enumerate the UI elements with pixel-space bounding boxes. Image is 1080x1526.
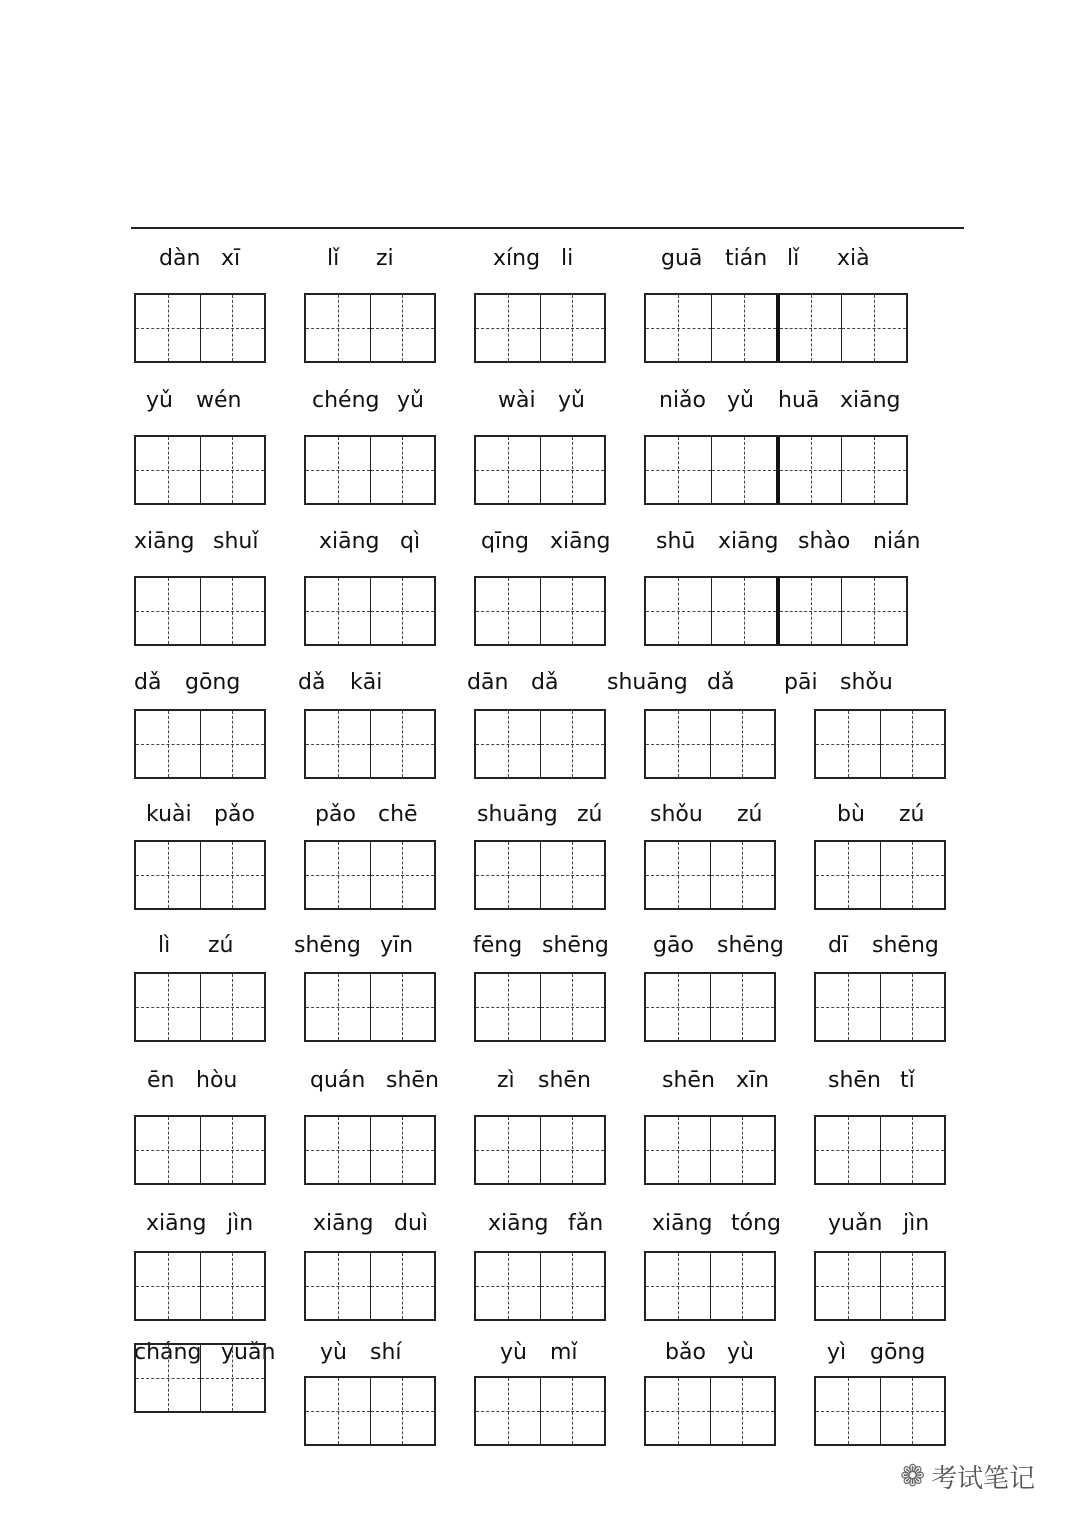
tianzige-cell[interactable] bbox=[136, 974, 200, 1040]
pinyin-syllable: shū bbox=[656, 529, 696, 554]
pinyin-syllable: ēn bbox=[147, 1068, 175, 1093]
tianzige-cell[interactable] bbox=[646, 842, 710, 908]
pinyin-syllable: zú bbox=[208, 933, 234, 958]
pinyin-syllable: zú bbox=[577, 802, 603, 827]
tianzige-cell[interactable] bbox=[880, 1378, 944, 1444]
pinyin-syllable: guā bbox=[661, 246, 703, 271]
pinyin-syllable: pǎo bbox=[214, 802, 255, 827]
pinyin-syllable: tián bbox=[725, 246, 768, 271]
tianzige-cell[interactable] bbox=[136, 711, 200, 777]
tianzige-cell[interactable] bbox=[476, 842, 540, 908]
pinyin-syllable: xiāng bbox=[134, 529, 195, 554]
pinyin-syllable: shēn bbox=[386, 1068, 439, 1093]
character-writing-grid[interactable] bbox=[134, 972, 266, 1042]
pinyin-syllable: xiāng bbox=[146, 1211, 207, 1236]
pinyin-syllable: gāo bbox=[653, 933, 694, 958]
character-writing-grid[interactable] bbox=[304, 1376, 436, 1446]
wechat-icon: ❁ bbox=[900, 1459, 926, 1494]
tianzige-cell[interactable] bbox=[370, 1378, 434, 1444]
pinyin-syllable: wài bbox=[498, 388, 536, 413]
tianzige-cell[interactable] bbox=[540, 1117, 604, 1183]
tianzige-cell[interactable] bbox=[476, 295, 540, 361]
tianzige-cell[interactable] bbox=[476, 1253, 540, 1319]
character-writing-grid[interactable] bbox=[814, 840, 946, 910]
tianzige-cell[interactable] bbox=[370, 437, 434, 503]
tianzige-cell[interactable] bbox=[776, 295, 841, 361]
pinyin-syllable: xiāng bbox=[840, 388, 901, 413]
tianzige-cell[interactable] bbox=[370, 578, 434, 644]
character-writing-grid[interactable] bbox=[474, 1115, 606, 1185]
pinyin-syllable: pǎo bbox=[315, 802, 356, 827]
pinyin-syllable: xīn bbox=[736, 1068, 770, 1093]
tianzige-cell[interactable] bbox=[476, 1117, 540, 1183]
tianzige-cell[interactable] bbox=[136, 578, 200, 644]
tianzige-cell[interactable] bbox=[816, 711, 880, 777]
pinyin-syllable: yuǎn bbox=[221, 1340, 276, 1365]
pinyin-syllable: dān bbox=[467, 670, 509, 695]
character-writing-grid[interactable] bbox=[304, 1251, 436, 1321]
pinyin-syllable: xiāng bbox=[550, 529, 611, 554]
tianzige-cell[interactable] bbox=[370, 842, 434, 908]
character-writing-grid[interactable] bbox=[304, 840, 436, 910]
pinyin-syllable: qīng bbox=[481, 529, 529, 554]
tianzige-cell[interactable] bbox=[710, 1117, 774, 1183]
character-writing-grid[interactable] bbox=[814, 1115, 946, 1185]
pinyin-syllable: wén bbox=[196, 388, 242, 413]
tianzige-cell[interactable] bbox=[540, 1378, 604, 1444]
character-writing-grid[interactable] bbox=[134, 1251, 266, 1321]
tianzige-cell[interactable] bbox=[816, 1378, 880, 1444]
tianzige-cell[interactable] bbox=[540, 1253, 604, 1319]
pinyin-syllable: kuài bbox=[146, 802, 192, 827]
tianzige-cell[interactable] bbox=[136, 1117, 200, 1183]
tianzige-cell[interactable] bbox=[136, 1253, 200, 1319]
character-writing-grid[interactable] bbox=[304, 576, 436, 646]
pinyin-syllable: jìn bbox=[227, 1211, 254, 1236]
character-writing-grid[interactable] bbox=[814, 972, 946, 1042]
character-writing-grid[interactable] bbox=[134, 435, 266, 505]
character-writing-grid[interactable] bbox=[134, 1340, 266, 1413]
pinyin-syllable: yuǎn bbox=[828, 1211, 883, 1236]
pinyin-syllable: shēng bbox=[872, 933, 939, 958]
tianzige-cell[interactable] bbox=[816, 974, 880, 1040]
tianzige-cell[interactable] bbox=[306, 1378, 370, 1444]
pinyin-syllable: zú bbox=[737, 802, 763, 827]
tianzige-cell[interactable] bbox=[136, 842, 200, 908]
tianzige-cell[interactable] bbox=[200, 1345, 264, 1411]
pinyin-syllable: jìn bbox=[903, 1211, 930, 1236]
tianzige-cell[interactable] bbox=[776, 578, 841, 644]
tianzige-cell[interactable] bbox=[540, 437, 604, 503]
pinyin-syllable: dǎ bbox=[134, 670, 162, 695]
character-writing-grid[interactable] bbox=[474, 972, 606, 1042]
tianzige-cell[interactable] bbox=[306, 437, 370, 503]
tianzige-cell[interactable] bbox=[200, 295, 264, 361]
character-writing-grid[interactable] bbox=[474, 1376, 606, 1446]
tianzige-cell[interactable] bbox=[880, 711, 944, 777]
character-writing-grid[interactable] bbox=[474, 1251, 606, 1321]
tianzige-cell[interactable] bbox=[136, 1345, 200, 1411]
tianzige-cell[interactable] bbox=[710, 842, 774, 908]
pinyin-syllable: xiāng bbox=[488, 1211, 549, 1236]
pinyin-syllable: yù bbox=[500, 1340, 527, 1365]
pinyin-syllable: qì bbox=[400, 529, 421, 554]
tianzige-cell[interactable] bbox=[816, 842, 880, 908]
pinyin-syllable: yù bbox=[320, 1340, 347, 1365]
pinyin-syllable: shēn bbox=[538, 1068, 591, 1093]
character-writing-grid[interactable] bbox=[644, 1115, 776, 1185]
tianzige-cell[interactable] bbox=[370, 711, 434, 777]
header-rule bbox=[131, 227, 964, 229]
tianzige-cell[interactable] bbox=[306, 711, 370, 777]
pinyin-syllable: xiāng bbox=[652, 1211, 713, 1236]
pinyin-syllable: dī bbox=[828, 933, 849, 958]
tianzige-cell[interactable] bbox=[710, 1253, 774, 1319]
pinyin-syllable: shǒu bbox=[650, 802, 703, 827]
pinyin-syllable: xíng bbox=[493, 246, 541, 271]
character-writing-grid[interactable] bbox=[644, 293, 908, 363]
pinyin-syllable: shǒu bbox=[840, 670, 893, 695]
character-writing-grid[interactable] bbox=[644, 1251, 776, 1321]
pinyin-syllable: tǐ bbox=[900, 1068, 915, 1093]
tianzige-cell[interactable] bbox=[646, 295, 711, 361]
tianzige-cell[interactable] bbox=[136, 295, 200, 361]
tianzige-cell[interactable] bbox=[841, 295, 906, 361]
pinyin-syllable: xī bbox=[221, 246, 241, 271]
pinyin-syllable: tóng bbox=[731, 1211, 781, 1236]
tianzige-cell[interactable] bbox=[646, 1117, 710, 1183]
pinyin-syllable: yǔ bbox=[397, 388, 424, 413]
pinyin-syllable: shēng bbox=[294, 933, 361, 958]
pinyin-syllable: shào bbox=[798, 529, 851, 554]
tianzige-cell[interactable] bbox=[370, 1253, 434, 1319]
pinyin-syllable: shí bbox=[370, 1340, 402, 1365]
tianzige-cell[interactable] bbox=[200, 578, 264, 644]
pinyin-syllable: yǔ bbox=[558, 388, 585, 413]
tianzige-cell[interactable] bbox=[710, 974, 774, 1040]
pinyin-syllable: li bbox=[561, 246, 574, 271]
tianzige-cell[interactable] bbox=[476, 711, 540, 777]
pinyin-syllable: zú bbox=[899, 802, 925, 827]
pinyin-syllable: shēng bbox=[717, 933, 784, 958]
pinyin-syllable: xiāng bbox=[319, 529, 380, 554]
character-writing-grid[interactable] bbox=[474, 435, 606, 505]
character-writing-grid[interactable] bbox=[304, 972, 436, 1042]
tianzige-cell[interactable] bbox=[646, 437, 711, 503]
pinyin-syllable: fēng bbox=[473, 933, 523, 958]
watermark-text: 考试笔记 bbox=[931, 1464, 1036, 1494]
tianzige-cell[interactable] bbox=[136, 437, 200, 503]
pinyin-syllable: zì bbox=[497, 1068, 515, 1093]
tianzige-cell[interactable] bbox=[540, 974, 604, 1040]
tianzige-cell[interactable] bbox=[476, 974, 540, 1040]
character-writing-grid[interactable] bbox=[814, 1251, 946, 1321]
pinyin-syllable: shuāng bbox=[607, 670, 688, 695]
pinyin-syllable: shuāng bbox=[477, 802, 558, 827]
tianzige-cell[interactable] bbox=[306, 1253, 370, 1319]
tianzige-cell[interactable] bbox=[540, 711, 604, 777]
pinyin-syllable: yīn bbox=[380, 933, 414, 958]
tianzige-cell[interactable] bbox=[306, 1117, 370, 1183]
pinyin-syllable: shuǐ bbox=[213, 529, 259, 554]
tianzige-cell[interactable] bbox=[200, 711, 264, 777]
tianzige-cell[interactable] bbox=[880, 1253, 944, 1319]
character-writing-grid[interactable] bbox=[814, 1376, 946, 1446]
tianzige-cell[interactable] bbox=[476, 1378, 540, 1444]
pinyin-syllable: yì bbox=[827, 1340, 847, 1365]
tianzige-cell[interactable] bbox=[710, 711, 774, 777]
pinyin-syllable: shēng bbox=[542, 933, 609, 958]
pinyin-syllable: quán bbox=[310, 1068, 366, 1093]
pinyin-syllable: zi bbox=[376, 246, 394, 271]
tianzige-cell[interactable] bbox=[200, 842, 264, 908]
character-writing-grid[interactable] bbox=[474, 840, 606, 910]
tianzige-cell[interactable] bbox=[816, 1117, 880, 1183]
tianzige-cell[interactable] bbox=[306, 295, 370, 361]
watermark bbox=[900, 1458, 1035, 1495]
tianzige-cell[interactable] bbox=[370, 974, 434, 1040]
pinyin-syllable: yù bbox=[727, 1340, 754, 1365]
pinyin-syllable: xiāng bbox=[718, 529, 779, 554]
tianzige-cell[interactable] bbox=[816, 1253, 880, 1319]
tianzige-cell[interactable] bbox=[306, 842, 370, 908]
character-writing-grid[interactable] bbox=[474, 709, 606, 779]
tianzige-cell[interactable] bbox=[880, 974, 944, 1040]
pinyin-syllable: gōng bbox=[185, 670, 241, 695]
tianzige-cell[interactable] bbox=[200, 1117, 264, 1183]
tianzige-cell[interactable] bbox=[540, 842, 604, 908]
tianzige-cell[interactable] bbox=[200, 974, 264, 1040]
character-writing-grid[interactable] bbox=[644, 972, 776, 1042]
character-writing-grid[interactable] bbox=[134, 293, 266, 363]
tianzige-cell[interactable] bbox=[646, 578, 711, 644]
tianzige-cell[interactable] bbox=[476, 437, 540, 503]
tianzige-cell[interactable] bbox=[200, 437, 264, 503]
character-writing-grid[interactable] bbox=[134, 709, 266, 779]
tianzige-cell[interactable] bbox=[711, 578, 776, 644]
pinyin-syllable: duì bbox=[394, 1211, 429, 1236]
tianzige-cell[interactable] bbox=[880, 1117, 944, 1183]
tianzige-cell[interactable] bbox=[776, 437, 841, 503]
tianzige-cell[interactable] bbox=[710, 1378, 774, 1444]
pinyin-syllable: chéng bbox=[312, 388, 380, 413]
tianzige-cell[interactable] bbox=[306, 578, 370, 644]
pinyin-syllable: huā bbox=[778, 388, 820, 413]
pinyin-syllable: chē bbox=[378, 802, 418, 827]
tianzige-cell[interactable] bbox=[646, 974, 710, 1040]
pinyin-syllable: lǐ bbox=[327, 246, 340, 271]
tianzige-cell[interactable] bbox=[646, 711, 710, 777]
character-writing-grid[interactable] bbox=[474, 293, 606, 363]
character-writing-grid[interactable] bbox=[304, 435, 436, 505]
pinyin-syllable: pāi bbox=[784, 670, 818, 695]
tianzige-cell[interactable] bbox=[841, 437, 906, 503]
character-writing-grid[interactable] bbox=[644, 576, 908, 646]
tianzige-cell[interactable] bbox=[711, 295, 776, 361]
pinyin-syllable: gōng bbox=[870, 1340, 926, 1365]
pinyin-syllable: dǎ bbox=[531, 670, 559, 695]
character-writing-grid[interactable] bbox=[644, 435, 908, 505]
character-writing-grid[interactable] bbox=[304, 293, 436, 363]
pinyin-syllable: dǎ bbox=[298, 670, 326, 695]
pinyin-syllable: dàn bbox=[159, 246, 201, 271]
tianzige-cell[interactable] bbox=[306, 974, 370, 1040]
pinyin-syllable: cháng bbox=[134, 1340, 202, 1365]
tianzige-cell[interactable] bbox=[370, 295, 434, 361]
tianzige-cell[interactable] bbox=[711, 437, 776, 503]
pinyin-syllable: dǎ bbox=[707, 670, 735, 695]
character-writing-grid[interactable] bbox=[474, 576, 606, 646]
character-writing-grid[interactable] bbox=[134, 576, 266, 646]
character-writing-grid[interactable] bbox=[644, 1376, 776, 1446]
character-writing-grid[interactable] bbox=[134, 840, 266, 910]
pinyin-syllable: hòu bbox=[196, 1068, 238, 1093]
pinyin-syllable: niǎo bbox=[659, 388, 706, 413]
tianzige-cell[interactable] bbox=[370, 1117, 434, 1183]
character-writing-grid[interactable] bbox=[814, 709, 946, 779]
pinyin-syllable: kāi bbox=[350, 670, 383, 695]
pinyin-syllable: yǔ bbox=[727, 388, 754, 413]
tianzige-cell[interactable] bbox=[880, 842, 944, 908]
pinyin-syllable: fǎn bbox=[568, 1211, 604, 1236]
pinyin-syllable: lì bbox=[158, 933, 171, 958]
character-writing-grid[interactable] bbox=[304, 1115, 436, 1185]
pinyin-syllable: nián bbox=[873, 529, 921, 554]
pinyin-syllable: mǐ bbox=[550, 1340, 578, 1365]
character-writing-grid[interactable] bbox=[304, 709, 436, 779]
pinyin-syllable: shēn bbox=[828, 1068, 881, 1093]
character-writing-grid[interactable] bbox=[134, 1115, 266, 1185]
pinyin-syllable: bù bbox=[837, 802, 865, 827]
character-writing-grid[interactable] bbox=[644, 709, 776, 779]
tianzige-cell[interactable] bbox=[200, 1253, 264, 1319]
tianzige-cell[interactable] bbox=[646, 1253, 710, 1319]
tianzige-cell[interactable] bbox=[646, 1378, 710, 1444]
pinyin-syllable: yǔ bbox=[146, 388, 173, 413]
pinyin-syllable: bǎo bbox=[665, 1340, 706, 1365]
tianzige-cell[interactable] bbox=[540, 578, 604, 644]
pinyin-syllable: xiāng bbox=[313, 1211, 374, 1236]
pinyin-syllable: lǐ bbox=[787, 246, 800, 271]
character-writing-grid[interactable] bbox=[644, 840, 776, 910]
tianzige-cell[interactable] bbox=[540, 295, 604, 361]
tianzige-cell[interactable] bbox=[476, 578, 540, 644]
pinyin-syllable: shēn bbox=[662, 1068, 715, 1093]
tianzige-cell[interactable] bbox=[841, 578, 906, 644]
pinyin-syllable: xià bbox=[837, 246, 870, 271]
